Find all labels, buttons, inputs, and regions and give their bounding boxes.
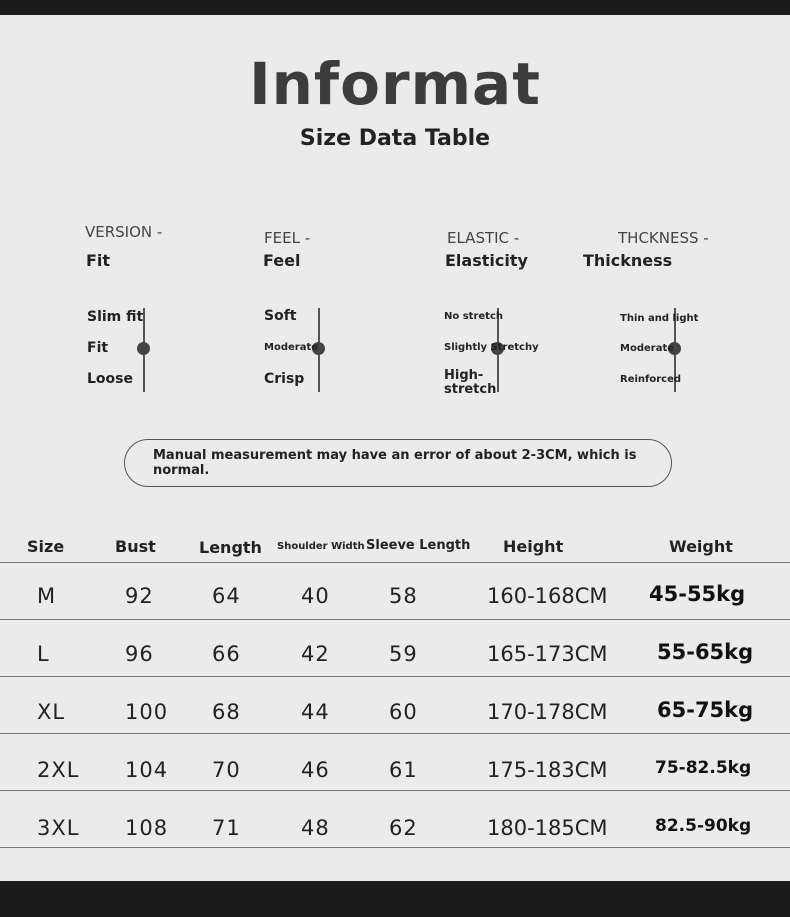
cell-shoulder-width: 40 <box>301 584 330 608</box>
cell-height: 165-173CM <box>487 642 608 666</box>
table-divider <box>0 562 790 563</box>
thickness-level-moderate: Moderate <box>620 343 675 354</box>
table-divider <box>0 790 790 791</box>
header-length: Length <box>199 538 262 557</box>
cell-weight: 82.5-90kg <box>655 816 752 836</box>
cell-shoulder-width: 48 <box>301 816 330 840</box>
header-height: Height <box>503 537 564 556</box>
version-level-slim-fit: Slim fit <box>87 309 144 325</box>
version-scale-marker <box>137 342 150 355</box>
cell-height: 180-185CM <box>487 816 608 840</box>
cell-sleeve-length: 59 <box>389 642 418 666</box>
thickness-heading: THCKNESS - <box>618 229 709 247</box>
thickness-value: Thickness <box>583 251 673 270</box>
cell-length: 68 <box>212 700 241 724</box>
cell-shoulder-width: 44 <box>301 700 330 724</box>
header-shoulder-width: Shoulder Width <box>277 541 365 552</box>
cell-size: XL <box>37 700 66 724</box>
elastic-value: Elasticity <box>445 251 528 270</box>
page-subtitle: Size Data Table <box>299 126 491 151</box>
header-weight: Weight <box>669 537 733 556</box>
feel-level-soft: Soft <box>264 308 297 324</box>
thickness-level-thin-and-light: Thin and light <box>620 313 699 324</box>
cell-height: 175-183CM <box>487 758 608 782</box>
header-size: Size <box>27 537 65 556</box>
version-heading: VERSION - <box>85 223 163 241</box>
cell-length: 71 <box>212 816 241 840</box>
cell-bust: 100 <box>125 700 169 724</box>
version-value: Fit <box>86 251 111 270</box>
feel-level-crisp: Crisp <box>264 371 305 387</box>
cell-weight: 75-82.5kg <box>655 758 752 778</box>
cell-length: 64 <box>212 584 241 608</box>
cell-bust: 92 <box>125 584 154 608</box>
bottom-bar <box>0 881 790 917</box>
cell-sleeve-length: 62 <box>389 816 418 840</box>
table-divider <box>0 733 790 734</box>
cell-weight: 55-65kg <box>657 640 754 664</box>
cell-size: L <box>37 642 50 666</box>
cell-length: 70 <box>212 758 241 782</box>
measurement-note-text: Manual measurement may have an error of about 2-3CM, which is normal. <box>153 448 637 478</box>
table-divider <box>0 676 790 677</box>
elastic-level-slightly-stretchy: Slightly Stretchy <box>444 342 539 353</box>
version-level-loose: Loose <box>87 371 133 387</box>
elastic-level-no-stretch: No stretch <box>444 311 503 322</box>
measurement-note <box>124 439 672 487</box>
cell-height: 170-178CM <box>487 700 608 724</box>
feel-value: Feel <box>263 251 301 270</box>
cell-weight: 65-75kg <box>657 698 754 722</box>
cell-size: M <box>37 584 57 608</box>
header-bust: Bust <box>115 537 156 556</box>
cell-length: 66 <box>212 642 241 666</box>
cell-bust: 96 <box>125 642 154 666</box>
cell-size: 3XL <box>37 816 80 840</box>
feel-heading: FEEL - <box>264 229 311 247</box>
cell-sleeve-length: 58 <box>389 584 418 608</box>
cell-bust: 108 <box>125 816 169 840</box>
cell-weight: 45-55kg <box>649 582 746 606</box>
elastic-level-high-stretch: High-stretch <box>444 368 497 398</box>
thickness-level-reinforced: Reinforced <box>620 374 682 385</box>
page-title: Informat <box>249 50 541 118</box>
cell-shoulder-width: 46 <box>301 758 330 782</box>
table-divider <box>0 619 790 620</box>
cell-size: 2XL <box>37 758 80 782</box>
elastic-heading: ELASTIC - <box>447 229 520 247</box>
cell-shoulder-width: 42 <box>301 642 330 666</box>
top-bar <box>0 0 790 15</box>
cell-height: 160-168CM <box>487 584 608 608</box>
cell-sleeve-length: 61 <box>389 758 418 782</box>
cell-bust: 104 <box>125 758 169 782</box>
feel-level-moderate: Moderate <box>264 342 319 353</box>
header-sleeve-length: Sleeve Length <box>366 538 471 553</box>
cell-sleeve-length: 60 <box>389 700 418 724</box>
version-level-fit: Fit <box>87 340 109 356</box>
table-divider <box>0 847 790 848</box>
